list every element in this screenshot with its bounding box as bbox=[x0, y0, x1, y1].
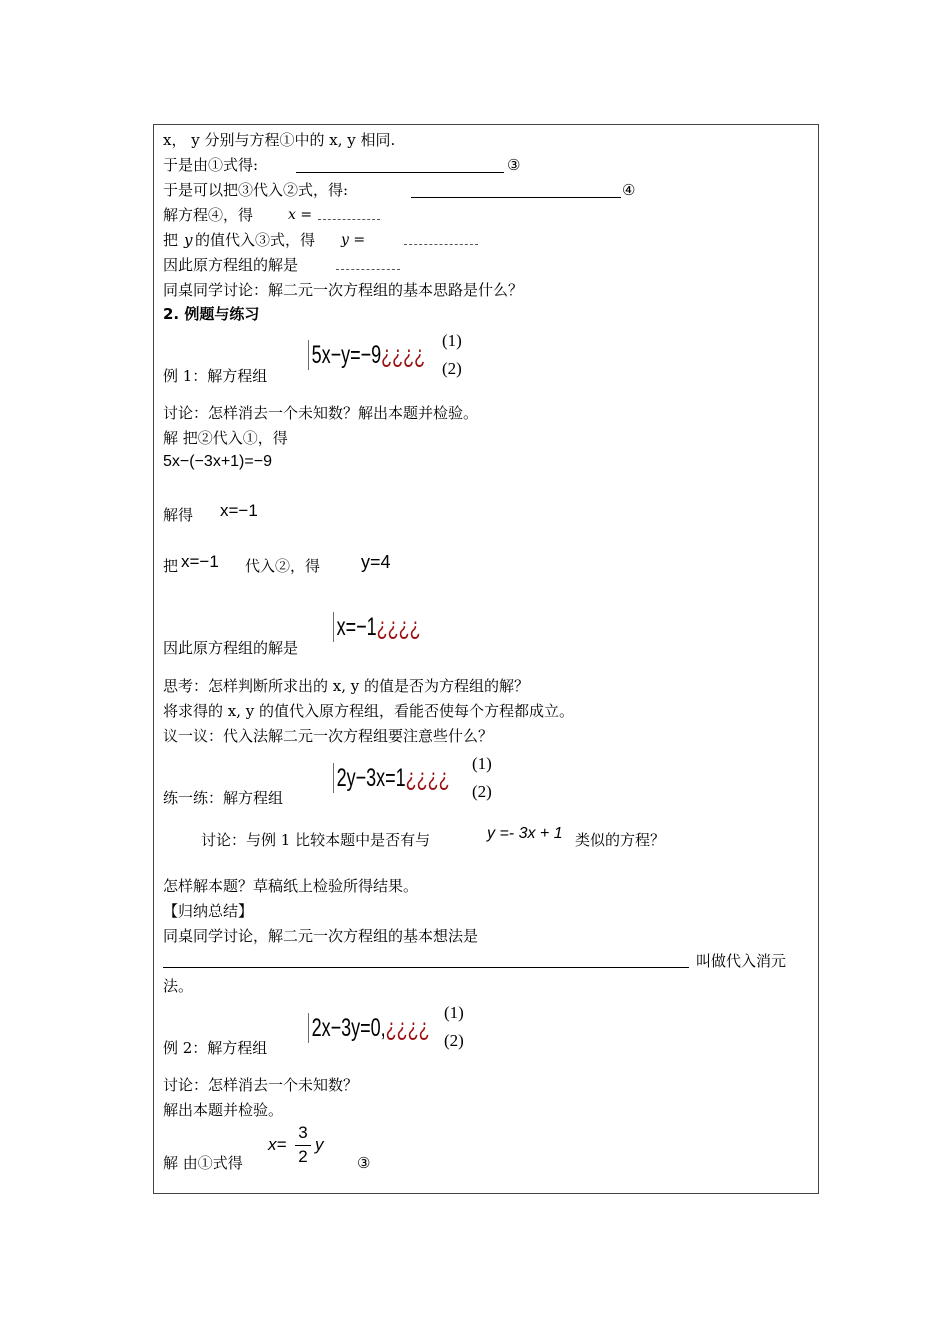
section-heading-examples: 2. 例题与练习 bbox=[163, 305, 260, 323]
example2-tag-2: (2) bbox=[444, 1031, 464, 1050]
fraction-numerator: 3 bbox=[298, 1123, 308, 1142]
line-sub-y-mid: 的值代入③式，得 bbox=[195, 231, 316, 249]
eq-tag-2: (2) bbox=[442, 359, 462, 378]
line-from-eq1: 于是由①式得: bbox=[163, 156, 259, 174]
blank-solution[interactable] bbox=[336, 269, 400, 270]
compare-equation: y =- 3x + 1 bbox=[487, 825, 563, 842]
summary-heading: 【归纳总结】 bbox=[163, 902, 254, 920]
example1-system: 5x−y=−9¿¿¿¿ bbox=[308, 340, 425, 370]
fraction-y: y bbox=[315, 1135, 324, 1154]
discuss-notes: 议一议：代入法解二元一次方程组要注意些什么？ bbox=[163, 727, 494, 745]
summary-line-1: 同桌同学讨论，解二元一次方程组的基本想法是 bbox=[163, 927, 479, 945]
discussion-compare-post: 类似的方程？ bbox=[575, 831, 666, 849]
example2-system: 2x−3y=0,¿¿¿¿ bbox=[308, 1013, 430, 1043]
blank-y[interactable] bbox=[404, 244, 478, 245]
line-discuss-approach: 同桌同学讨论：解二元一次方程组的基本思路是什么？ bbox=[163, 281, 524, 299]
line-xy-same: x， y 分别与方程①中的 x, y 相同. bbox=[163, 131, 396, 149]
blank-x[interactable] bbox=[318, 219, 380, 220]
blank-summary[interactable] bbox=[163, 967, 689, 968]
solved-label: 解得 bbox=[163, 506, 194, 524]
substitute-mid: 代入②，得 bbox=[245, 557, 321, 575]
solution-conclusion: 因此原方程组的解是 bbox=[163, 639, 299, 657]
summary-line-2: 叫做代入消元 bbox=[696, 952, 787, 970]
eq-tag-1: (1) bbox=[442, 331, 462, 350]
substitute-x: x=−1 bbox=[181, 552, 219, 571]
solution2-mark: ③ bbox=[357, 1154, 371, 1172]
substitute-pre: 把 bbox=[163, 557, 179, 575]
solved-x: x=−1 bbox=[220, 501, 258, 520]
summary-line-3: 法。 bbox=[163, 977, 194, 995]
line-original-solution: 因此原方程组的解是 bbox=[163, 256, 299, 274]
think-question: 思考：怎样判断所求出的 x, y 的值是否为方程组的解？ bbox=[163, 677, 530, 695]
fraction-x: x= bbox=[268, 1135, 287, 1154]
blank-eq3[interactable] bbox=[296, 172, 504, 173]
discussion-eliminate: 讨论：怎样消去一个未知数？解出本题并检验。 bbox=[163, 404, 479, 422]
x-equals: x = bbox=[288, 207, 313, 223]
solution-system: x=−1¿¿¿¿ bbox=[333, 612, 421, 642]
solution-step-1: 解 把②代入①，得 bbox=[163, 429, 288, 447]
circle-3-mark: ③ bbox=[507, 156, 521, 174]
how-to-solve: 怎样解本题？草稿纸上检验所得结果。 bbox=[163, 877, 419, 895]
y-equals: y = bbox=[341, 232, 366, 248]
example1-label: 例 1：解方程组 bbox=[163, 367, 268, 385]
line-sub-y-pre: 把 bbox=[163, 231, 179, 249]
practice-label: 练一练：解方程组 bbox=[163, 789, 284, 807]
think-answer: 将求得的 x, y 的值代入原方程组，看能否使每个方程都成立。 bbox=[163, 702, 575, 720]
y-var: y bbox=[184, 231, 193, 249]
practice-tag-2: (2) bbox=[472, 782, 492, 801]
equation-substituted: 5x−(−3x+1)=−9 bbox=[163, 453, 272, 470]
solution2-step: 解 由①式得 bbox=[163, 1154, 243, 1172]
result-y: y=4 bbox=[361, 552, 391, 572]
discussion-solve-check: 解出本题并检验。 bbox=[163, 1101, 284, 1119]
practice-system: 2y−3x=1¿¿¿¿ bbox=[333, 763, 450, 793]
fraction-denominator: 2 bbox=[298, 1147, 308, 1166]
blank-eq4[interactable] bbox=[411, 197, 621, 198]
discussion-compare: 讨论：与例 1 比较本题中是否有与 bbox=[201, 831, 431, 849]
circle-4-mark: ④ bbox=[622, 181, 636, 199]
example2-label: 例 2：解方程组 bbox=[163, 1039, 268, 1057]
discussion-eliminate-2: 讨论：怎样消去一个未知数？ bbox=[163, 1076, 359, 1094]
line-solve-eq4: 解方程④，得 bbox=[163, 206, 254, 224]
practice-tag-1: (1) bbox=[472, 754, 492, 773]
fraction-bar bbox=[295, 1145, 311, 1146]
example2-tag-1: (1) bbox=[444, 1003, 464, 1022]
line-substitute: 于是可以把③代入②式，得: bbox=[163, 181, 349, 199]
